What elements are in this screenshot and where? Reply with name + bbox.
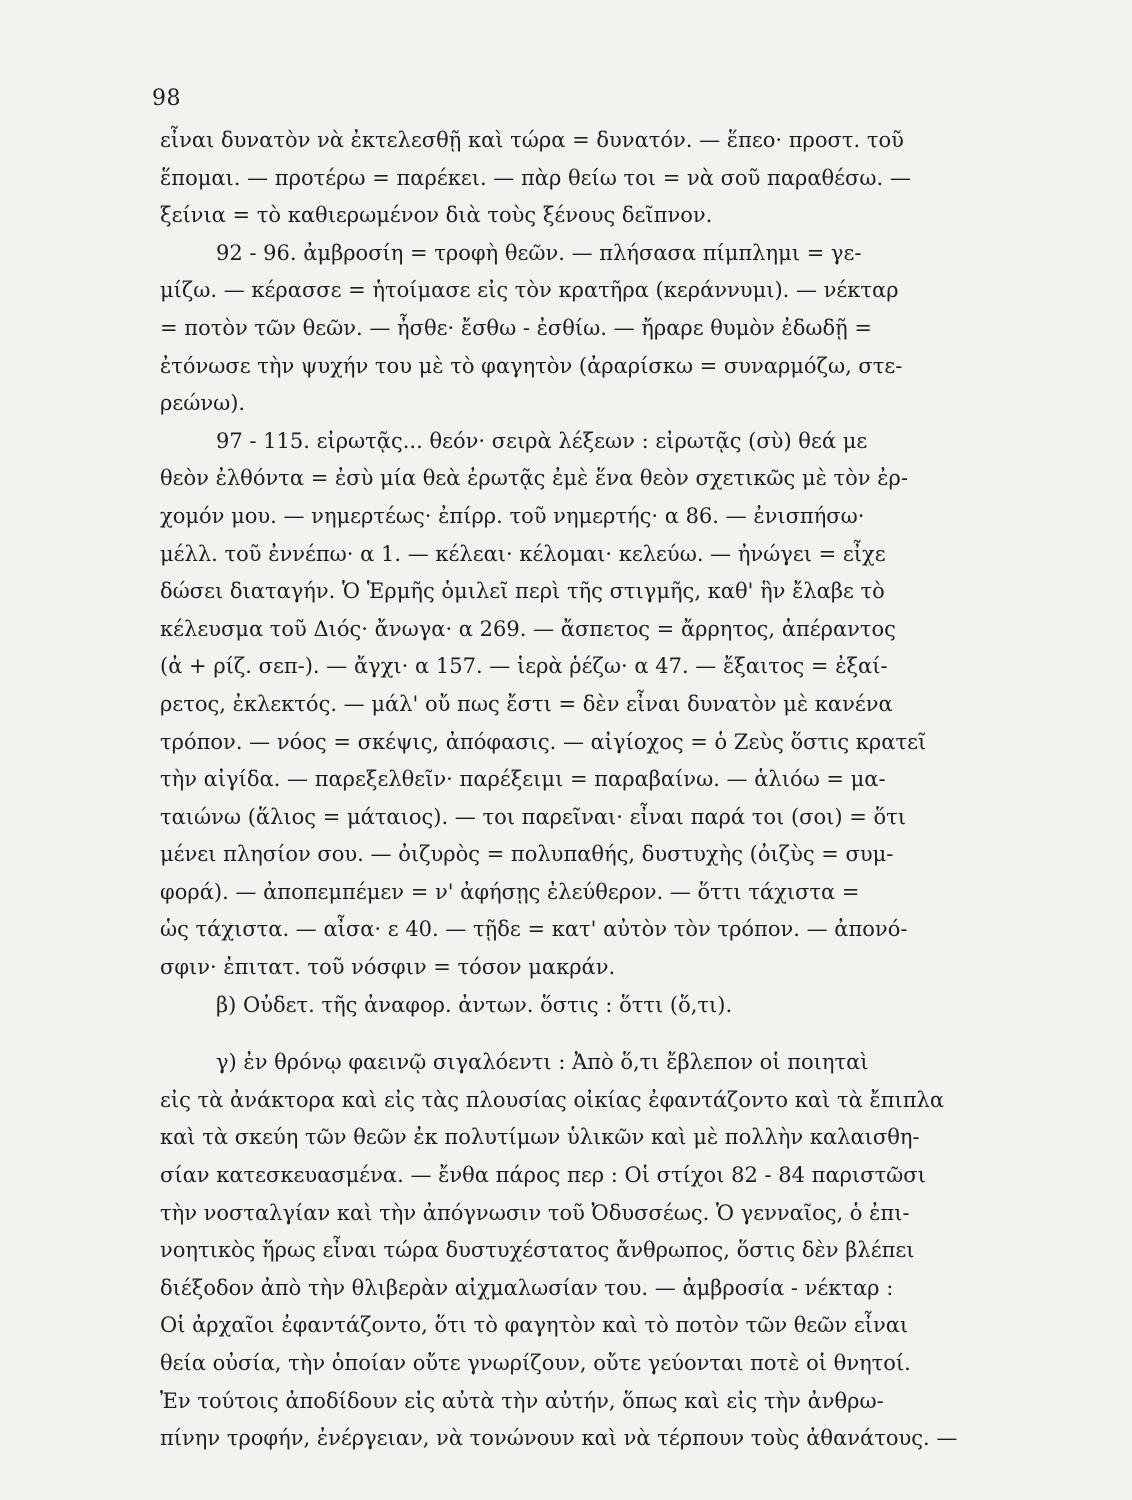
text-line: ρεώνω). xyxy=(160,391,246,416)
text-line: εἰς τὰ ἀνάκτορα καὶ εἰς τὰς πλουσίας οἰκίας ἐφαντάζοντο καὶ τὰ ἔπιπλα xyxy=(160,1087,945,1112)
text-line: μένει πλησίον σου. — ὀιζυρὸς = πολυπαθής, δυστυχὴς (ὀιζὺς = συμ- xyxy=(160,842,894,867)
text-line: διέξοδον ἀπὸ τὴν θλιβερὰν αἰχμαλωσίαν του. — ἀμβροσία - νέκταρ : xyxy=(160,1275,894,1300)
paragraph-gamma: γ) ἐν θρόνῳ φαεινῷ σιγαλόεντι : Ἀπὸ ὅ,τι ἔβλεπον οἱ ποιηταὶ xyxy=(216,1050,869,1075)
text-line: τὴν νοσταλγίαν καὶ τὴν ἀπόγνωσιν τοῦ Ὀδυσσέως. Ὁ γενναῖος, ὁ ἐπι- xyxy=(160,1200,910,1225)
text-line: τρόπον. — νόος = σκέψις, ἀπόφασις. — αἰγίοχος = ὁ Ζεὺς ὅστις κρατεῖ xyxy=(160,729,927,754)
page-number: 98 xyxy=(152,86,181,111)
text-line: Ἐν τούτοις ἀποδίδουν εἰς αὐτὰ τὴν αὐτήν, ὅπως καὶ εἰς τὴν ἀνθρω- xyxy=(160,1388,884,1413)
text-line: σίαν κατεσκευασμένα. — ἔνθα πάρος περ : Οἱ στίχοι 82 - 84 παριστῶσι xyxy=(160,1163,926,1188)
text-line: ξείνια = τὸ καθιερωμένον διὰ τοὺς ξένους δεῖπνον. xyxy=(160,203,713,228)
text-line: νοητικὸς ἥρως εἶναι τώρα δυστυχέστατος ἄνθρωπος, ὅστις δὲν βλέπει xyxy=(160,1238,915,1263)
text-line: ἕπομαι. — προτέρω = παρέκει. — πὰρ θείω τοι = νὰ σοῦ παραθέσω. — xyxy=(160,165,911,190)
text-line: ταιώνω (ἅλιος = μάταιος). — τοι παρεῖναι· εἶναι παρά τοι (σοι) = ὅτι xyxy=(160,804,906,829)
paragraph-gap xyxy=(160,1024,1006,1044)
text-line: Οἱ ἀρχαῖοι ἐφαντάζοντο, ὅτι τὸ φαγητὸν καὶ τὸ ποτὸν τῶν θεῶν εἶναι xyxy=(160,1313,909,1338)
text-line: φορά). — ἀποπεμπέμεν = ν' ἀφήσῃς ἐλεύθερον. — ὅττι τάχιστα = xyxy=(160,879,860,904)
text-line: χομόν μου. — νημερτέως· ἐπίρρ. τοῦ νημερτής· α 86. — ἐνισπήσω· xyxy=(160,503,865,528)
text-line: μέλλ. τοῦ ἐννέπω· α 1. — κέλεαι· κέλομαι· κελεύω. — ἠνώγει = εἶχε xyxy=(160,541,886,566)
text-line: δώσει διαταγήν. Ὁ Ἑρμῆς ὁμιλεῖ περὶ τῆς στιγμῆς, καθ' ἣν ἔλαβε τὸ xyxy=(160,579,885,604)
text-line: πίνην τροφήν, ἐνέργειαν, νὰ τονώνουν καὶ νὰ τέρπουν τοὺς ἀθανάτους. — xyxy=(160,1426,958,1451)
paragraph-92-96: 92 - 96. ἀμβροσίη = τροφὴ θεῶν. — πλήσασα πίμπλημι = γε- xyxy=(216,240,862,265)
text-line: ὡς τάχιστα. — αἶσα· ε 40. — τῇδε = κατ' αὐτὸν τὸν τρόπον. — ἀπονό- xyxy=(160,917,908,942)
text-line: μίζω. — κέρασσε = ἡτοίμασε εἰς τὸν κρατῆρα (κεράννυμι). — νέκταρ xyxy=(160,278,899,303)
text-line: ἐτόνωσε τὴν ψυχήν του μὲ τὸ φαγητὸν (ἀραρίσκω = συναρμόζω, στε- xyxy=(160,353,903,378)
text-line: τὴν αἰγίδα. — παρεξελθεῖν· παρέξειμι = παραβαίνω. — ἁλιόω = μα- xyxy=(160,767,886,792)
text-line: σφιν· ἐπιτατ. τοῦ νόσφιν = τόσον μακράν. xyxy=(160,955,616,980)
text-line: ρετος, ἐκλεκτός. — μάλ' οὔ πως ἔστι = δὲν εἶναι δυνατὸν μὲ κανένα xyxy=(160,691,893,716)
text-line: θεία οὐσία, τὴν ὁποίαν οὔτε γνωρίζουν, οὔτε γεύονται ποτὲ οἱ θνητοί. xyxy=(160,1351,911,1375)
text-line: εἶναι δυνατὸν νὰ ἐκτελεσθῇ καὶ τώρα = δυνατόν. — ἕπεο· προστ. τοῦ xyxy=(160,128,904,152)
text-line: θεὸν ἐλθόντα = ἐσὺ μία θεὰ ἐρωτᾷς ἐμὲ ἕνα θεὸν σχετικῶς μὲ τὸν ἐρ- xyxy=(160,466,908,491)
text-line: (ἀ + ρίζ. σεπ-). — ἄγχι· α 157. — ἱερὰ ῥέζω· α 47. — ἔξαιτος = ἐξαί- xyxy=(160,654,888,679)
text-line: καὶ τὰ σκεύη τῶν θεῶν ἐκ πολυτίμων ὑλικῶν καὶ μὲ πολλὴν καλαισθη- xyxy=(160,1125,920,1150)
commentary-text xyxy=(160,122,1006,1458)
text-line: κέλευσμα τοῦ Διός· ἄνωγα· α 269. — ἄσπετος = ἄρρητος, ἀπέραντος xyxy=(160,616,896,641)
text-line: = ποτὸν τῶν θεῶν. — ἦσθε· ἔσθω - ἐσθίω. — ἤραρε θυμὸν ἐδωδῇ = xyxy=(160,315,872,340)
paragraph-beta: β) Οὐδετ. τῆς ἀναφορ. ἀντων. ὅστις : ὅττι (ὅ,τι). xyxy=(216,992,733,1017)
paragraph-97-115: 97 - 115. εἰρωτᾷς... θεόν· σειρὰ λέξεων : εἰρωτᾷς (σὺ) θεά με xyxy=(216,428,868,453)
